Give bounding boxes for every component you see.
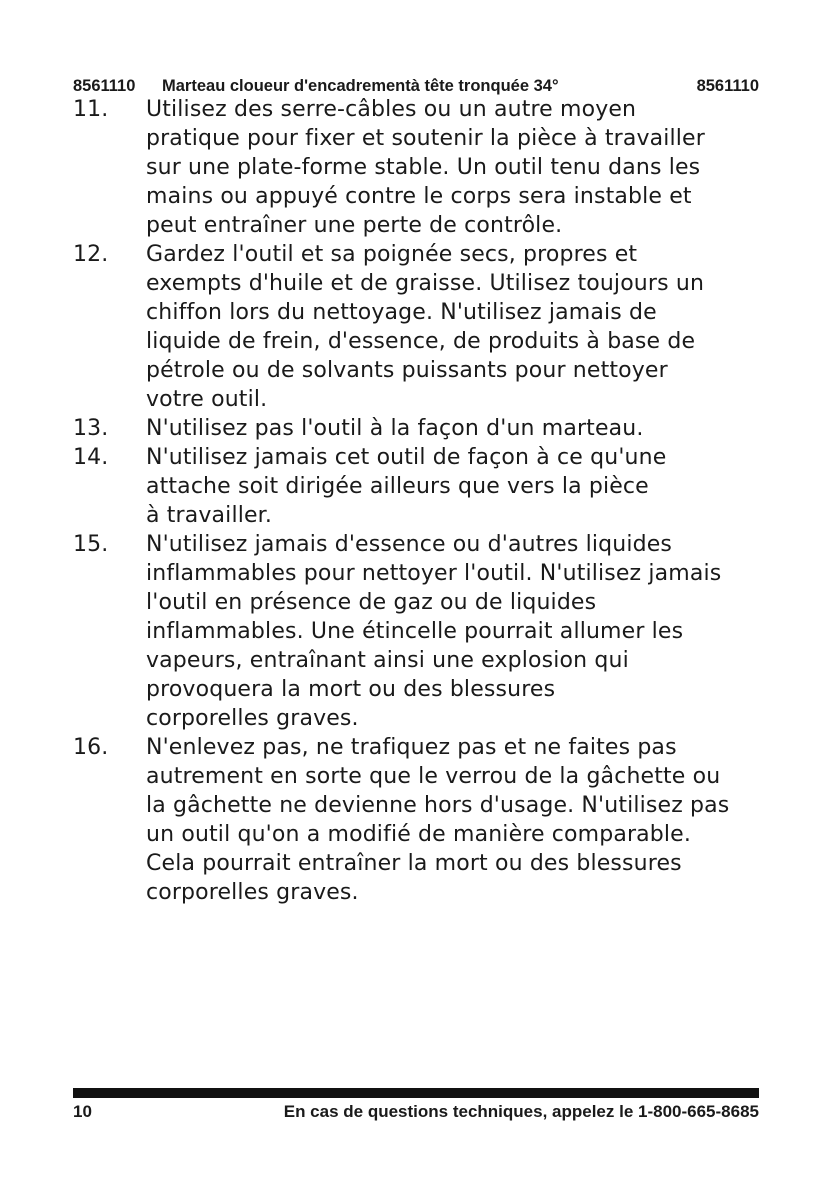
text-line: N'utilisez jamais cet outil de façon à ce qu'une xyxy=(146,445,667,470)
text-line: inflammables pour nettoyer l'outil. N'utilisez jamais xyxy=(146,561,722,586)
list-item xyxy=(73,414,773,443)
text-line: un outil qu'on a modifié de manière comparable. xyxy=(146,822,692,847)
text-line: Gardez l'outil et sa poignée secs, propres et xyxy=(146,242,638,267)
text-line: provoquera la mort ou des blessures xyxy=(146,677,556,702)
text-line: corporelles graves. xyxy=(146,706,359,731)
text-line: N'utilisez pas l'outil à la façon d'un marteau. xyxy=(146,416,644,441)
page-number: 10 xyxy=(73,1102,92,1121)
text-line: pétrole ou de solvants puissants pour nettoyer xyxy=(146,358,668,383)
text-line: vapeurs, entraînant ainsi une explosion qui xyxy=(146,648,629,673)
list-item-text xyxy=(146,530,773,733)
text-line: à travailler. xyxy=(146,503,272,528)
text-line: Utilisez des serre-câbles ou un autre moyen xyxy=(146,97,637,122)
page-header xyxy=(73,76,759,96)
text-line: exempts d'huile et de graisse. Utilisez toujours un xyxy=(146,271,705,296)
safety-warning-list xyxy=(73,95,773,907)
support-phone-text: En cas de questions techniques, appelez le 1-800-665-8685 xyxy=(283,1102,759,1121)
list-item-number: 15. xyxy=(73,532,109,557)
text-line: attache soit dirigée ailleurs que vers la pièce xyxy=(146,474,649,499)
text-line: l'outil en présence de gaz ou de liquides xyxy=(146,590,597,615)
text-line: peut entraîner une perte de contrôle. xyxy=(146,213,563,238)
text-line: chiffon lors du nettoyage. N'utilisez jamais de xyxy=(146,300,657,325)
text-line: mains ou appuyé contre le corps sera instable et xyxy=(146,184,692,209)
text-line: Cela pourrait entraîner la mort ou des blessures xyxy=(146,851,682,876)
page-footer xyxy=(73,1101,759,1123)
list-item-text xyxy=(146,414,773,443)
text-line: N'utilisez jamais d'essence ou d'autres liquides xyxy=(146,532,673,557)
text-line: corporelles graves. xyxy=(146,880,359,905)
list-item xyxy=(73,733,773,907)
item-code-right: 8561110 xyxy=(696,77,759,95)
text-line: la gâchette ne devienne hors d'usage. N'utilisez pas xyxy=(146,793,730,818)
list-item-number: 16. xyxy=(73,735,109,760)
item-code-left: 8561110 xyxy=(73,77,136,95)
list-item xyxy=(73,443,773,530)
footer-divider xyxy=(73,1088,759,1098)
text-line: inflammables. Une étincelle pourrait allumer les xyxy=(146,619,684,644)
text-line: pratique pour fixer et soutenir la pièce à travailler xyxy=(146,126,705,151)
text-line: sur une plate-forme stable. Un outil tenu dans les xyxy=(146,155,701,180)
text-line: autrement en sorte que le verrou de la gâchette ou xyxy=(146,764,721,789)
text-line: N'enlevez pas, ne trafiquez pas et ne faites pas xyxy=(146,735,677,760)
list-item-number: 12. xyxy=(73,242,109,267)
list-item-text xyxy=(146,240,773,414)
list-item-text xyxy=(146,443,773,530)
list-item xyxy=(73,95,773,240)
list-item-text xyxy=(146,95,773,240)
text-line: liquide de frein, d'essence, de produits à base de xyxy=(146,329,696,354)
list-item xyxy=(73,530,773,733)
list-item-text xyxy=(146,733,773,907)
product-title: Marteau cloueur d'encadrementà tête tronquée 34° xyxy=(162,77,559,95)
list-item-number: 13. xyxy=(73,416,109,441)
text-line: votre outil. xyxy=(146,387,268,412)
list-item-number: 14. xyxy=(73,445,109,470)
list-item xyxy=(73,240,773,414)
list-item-number: 11. xyxy=(73,97,109,122)
